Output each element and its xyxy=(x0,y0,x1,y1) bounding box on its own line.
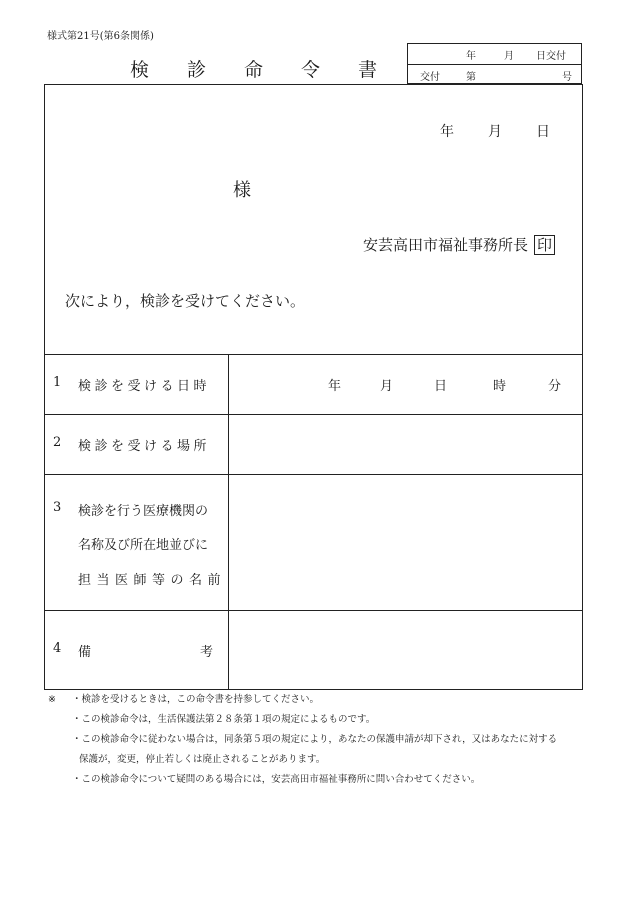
datetime-month: 月 xyxy=(380,379,394,394)
title-char: 令 xyxy=(301,59,321,81)
table-top-rule xyxy=(45,354,582,355)
row-4-number: 4 xyxy=(53,641,62,656)
datetime-year: 年 xyxy=(328,379,342,394)
issue-box-divider xyxy=(408,64,581,65)
issue-year-label: 年 xyxy=(466,51,476,62)
title-char: 診 xyxy=(187,59,207,81)
title-char: 検 xyxy=(130,59,150,81)
issue-info-box xyxy=(407,43,582,84)
issue-dai-label: 第 xyxy=(466,72,476,83)
row-divider xyxy=(45,414,582,415)
row-2-label: 検診を受ける場所 xyxy=(78,439,211,454)
row-4-label-a: 備 xyxy=(78,645,92,660)
note-line: 保護が，変更，停止若しくは廃止されることがあります。 xyxy=(79,754,326,765)
note-line: ・この検診命令について疑問のある場合には，安芸高田市福祉事務所に問い合わせてください。 xyxy=(72,774,481,785)
note-line: ・この検診命令は，生活保護法第２８条第１項の規定によるものです。 xyxy=(72,714,376,725)
issue-month-label: 月 xyxy=(504,51,514,62)
row-4-label-b: 考 xyxy=(200,645,214,660)
row-1-number: 1 xyxy=(53,375,62,390)
title-char: 書 xyxy=(358,59,378,81)
issued-label: 交付 xyxy=(420,72,440,83)
row-3-label-line: 担当医師等の名前 xyxy=(78,573,227,588)
datetime-minute: 分 xyxy=(548,379,562,394)
issuer-name: 安芸高田市福祉事務所長 xyxy=(363,236,529,254)
datetime-hour: 時 xyxy=(493,379,507,394)
date-year-label: 年 xyxy=(440,124,454,140)
row-3-label-line: 検診を行う医療機関の xyxy=(78,504,209,519)
date-month-label: 月 xyxy=(488,124,502,140)
instruction-text: 次により，検診を受けてください。 xyxy=(65,292,306,310)
row-1-label: 検診を受ける日時 xyxy=(78,379,211,394)
page-title xyxy=(130,55,415,82)
row-3-number: 3 xyxy=(53,500,62,515)
row-3-label-line: 名称及び所在地並びに xyxy=(78,538,209,553)
column-divider xyxy=(228,354,229,689)
title-char: 命 xyxy=(244,59,264,81)
issue-day-label: 日交付 xyxy=(536,51,566,62)
row-2-number: 2 xyxy=(53,435,62,450)
form-number: 様式第21号(第6条関係) xyxy=(47,31,154,42)
order-body-frame xyxy=(44,84,583,690)
seal-mark: 印 xyxy=(534,235,555,255)
note-line: ・検診を受けるときは，この命令書を持参してください。 xyxy=(72,694,320,705)
addressee-suffix: 様 xyxy=(233,180,251,201)
note-line: ・この検診命令に従わない場合は，同条第５項の規定により，あなたの保護申請が却下され，又はあなたに対する xyxy=(72,734,558,745)
issue-go-label: 号 xyxy=(562,72,572,83)
datetime-day: 日 xyxy=(434,379,448,394)
issuer-line xyxy=(363,234,555,255)
notes-mark: ※ xyxy=(48,694,56,705)
row-divider xyxy=(45,474,582,475)
row-divider xyxy=(45,610,582,611)
date-day-label: 日 xyxy=(536,124,550,140)
